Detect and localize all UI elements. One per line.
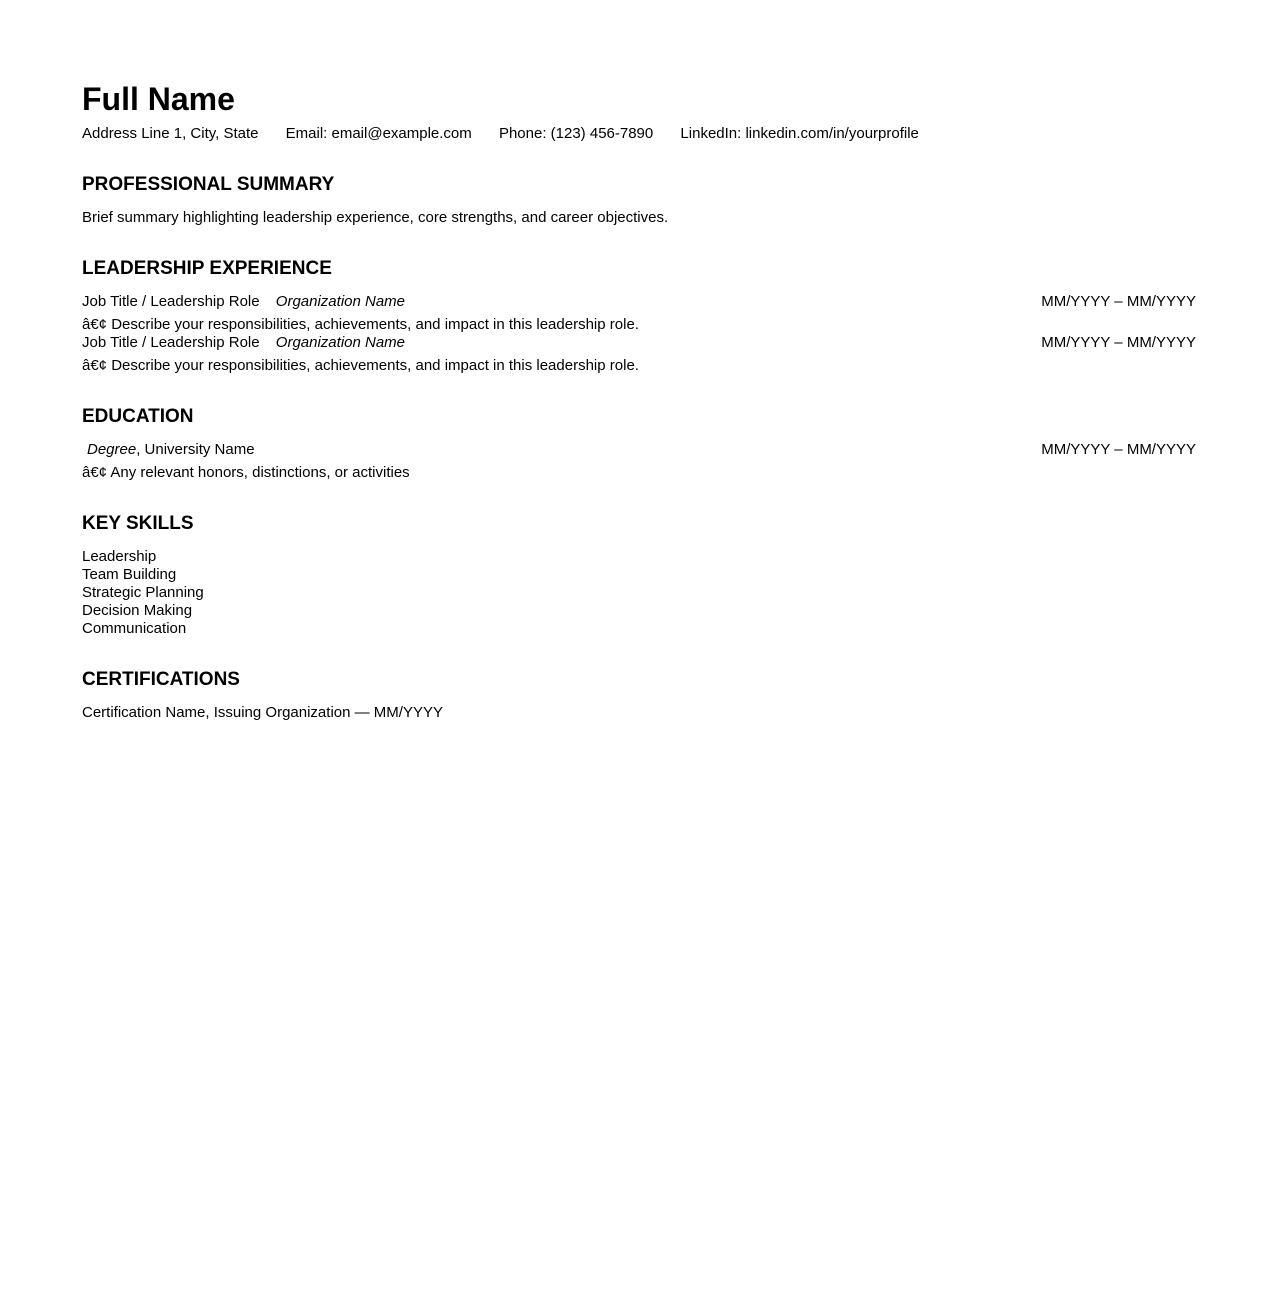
skill-item: Communication — [82, 620, 187, 637]
contact-address: Address Line 1, City, State — [82, 125, 259, 142]
experience-entry — [82, 293, 1196, 334]
experience-bullet: â€¢ Describe your responsibilities, achievements, and impact in this leadership role. — [82, 316, 639, 333]
section-heading-professional-summary: PROFESSIONAL SUMMARY — [82, 174, 335, 195]
skill-item: Leadership — [82, 548, 157, 565]
experience-job-title: Job Title / Leadership Role — [82, 293, 260, 310]
contact-linkedin: LinkedIn: linkedin.com/in/yourprofile — [680, 125, 919, 142]
professional-summary-text: Brief summary highlighting leadership experience, core strengths, and career objectives. — [82, 209, 669, 226]
skills-list — [82, 548, 1196, 638]
education-entry — [82, 441, 1196, 482]
experience-job-title: Job Title / Leadership Role — [82, 334, 260, 351]
experience-dates: MM/YYYY – MM/YYYY — [1041, 334, 1196, 351]
section-heading-education: EDUCATION — [82, 406, 194, 427]
experience-bullet: â€¢ Describe your responsibilities, achievements, and impact in this leadership role. — [82, 357, 639, 374]
experience-organization: Organization Name — [275, 293, 406, 310]
skill-item: Decision Making — [82, 602, 193, 619]
certification-line: Certification Name, Issuing Organization — MM/YYYY — [82, 704, 443, 721]
experience-entry-title-line — [82, 293, 1196, 311]
experience-entry-title-line — [82, 334, 1196, 352]
skill-item: Strategic Planning — [82, 584, 204, 601]
education-degree: Degree — [87, 441, 137, 458]
experience-entry — [82, 334, 1196, 375]
contact-email: Email: email@example.com — [285, 125, 472, 142]
section-heading-key-skills: KEY SKILLS — [82, 513, 194, 534]
skill-item: Team Building — [82, 566, 177, 583]
contact-line — [82, 125, 1196, 143]
section-heading-certifications: CERTIFICATIONS — [82, 669, 240, 690]
education-dates: MM/YYYY – MM/YYYY — [1041, 441, 1196, 458]
section-heading-leadership-experience: LEADERSHIP EXPERIENCE — [82, 258, 332, 279]
full-name-heading: Full Name — [82, 81, 235, 117]
education-university: , University Name — [136, 441, 255, 458]
contact-phone: Phone: (123) 456-7890 — [498, 125, 654, 142]
education-title-line — [82, 441, 1196, 459]
experience-organization: Organization Name — [275, 334, 406, 351]
experience-dates: MM/YYYY – MM/YYYY — [1041, 293, 1196, 310]
education-bullet: â€¢ Any relevant honors, distinctions, or activities — [82, 464, 410, 481]
